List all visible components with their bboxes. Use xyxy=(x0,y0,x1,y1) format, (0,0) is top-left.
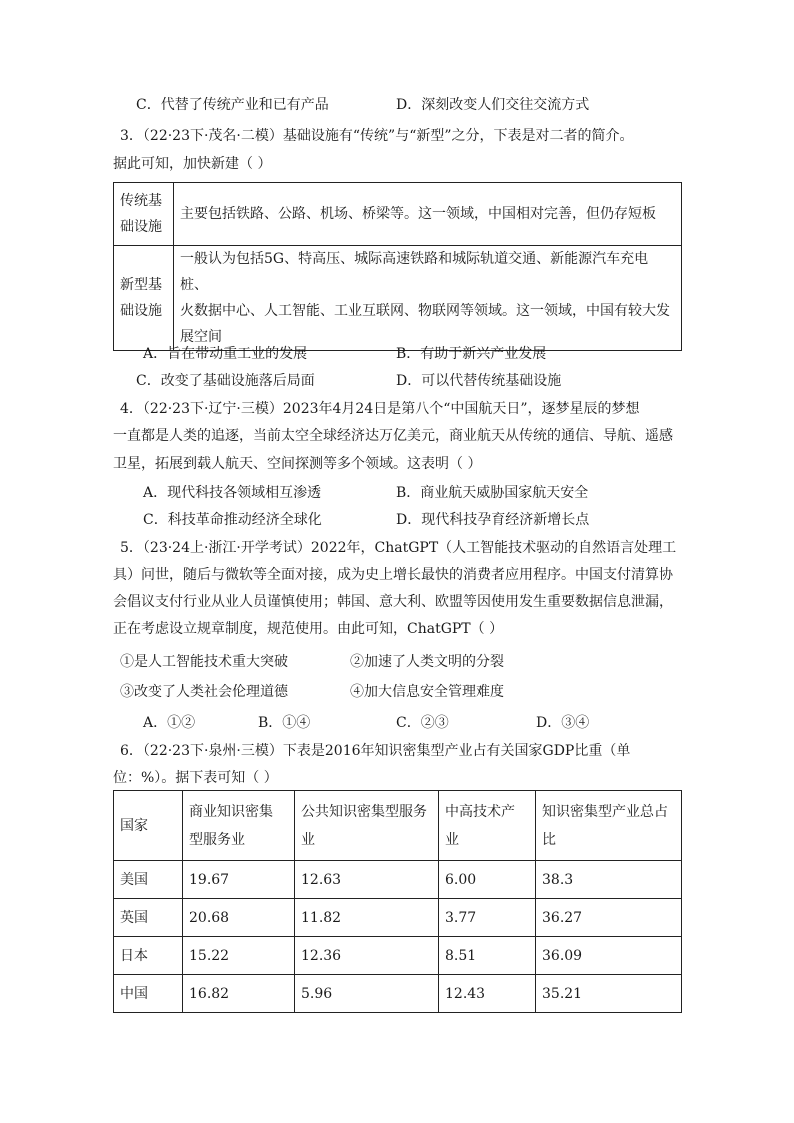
q5-item-4: ④加大信息安全管理难度 xyxy=(350,684,504,700)
table-cell: 20.68 xyxy=(183,899,295,937)
table-cell: 8.51 xyxy=(439,937,536,975)
q6-stem-line1: 6．（22·23下·泉州·三模）下表是2016年知识密集型产业占有关国家GDP比重（单 xyxy=(120,743,631,759)
header-cell xyxy=(183,791,295,861)
cell-text: 础设施 xyxy=(120,303,162,319)
q3-table-body-traditional xyxy=(174,183,682,246)
q4-stem-line1: 4．（22·23下·辽宁·三模）2023年4月24日是第八个“中国航天日”，逐梦星辰的梦想 xyxy=(120,401,640,417)
q5-option-d: D．③④ xyxy=(536,715,590,731)
q3-table xyxy=(113,182,682,351)
cell-text: 知识密集型产业总占 xyxy=(542,803,668,820)
q5-option-c: C．②③ xyxy=(396,715,449,731)
header-cell xyxy=(114,791,183,861)
q5-stem-line4: 正在考虑设立规章制度，规范使用。由此可知，ChatGPT（ ） xyxy=(113,621,504,637)
q3-table-head-new xyxy=(114,246,174,351)
table-row xyxy=(114,861,682,899)
q4-option-c: C．科技革命推动经济全球化 xyxy=(143,512,322,528)
table-cell: 36.27 xyxy=(536,899,682,937)
q4-option-b: B．商业航天威胁国家航天安全 xyxy=(396,485,589,501)
cell-text: 业 xyxy=(301,831,315,848)
cell-text: 中高技术产 xyxy=(445,803,515,820)
table-cell: 美国 xyxy=(114,861,183,899)
q5-item-1: ①是人工智能技术重大突破 xyxy=(120,654,288,670)
header-cell xyxy=(536,791,682,861)
table-cell: 5.96 xyxy=(295,975,439,1013)
cell-text: 传统基 xyxy=(120,193,162,209)
q5-stem-line1: 5．（23·24上·浙江·开学考试）2022年，ChatGPT（人工智能技术驱动的自然语言处理工 xyxy=(120,540,677,556)
cell-text: 一般认为包括5G、特高压、城际高速铁路和城际轨道交通、新能源汽车充电桩、 xyxy=(180,251,649,293)
q5-stem-line2: 具）问世，随后与微软等全面对接，成为史上增长最快的消费者应用程序。中国支付清算协 xyxy=(113,567,673,583)
table-row xyxy=(114,899,682,937)
q5-stem-line3: 会倡议支付行业从业人员谨慎使用；韩国、意大利、欧盟等因使用发生重要数据信息泄漏， xyxy=(113,594,673,610)
q3-table-body-new xyxy=(174,246,682,351)
q3-stem-line2: 据此可知，加快新建（ ） xyxy=(113,156,272,172)
cell-text: 业 xyxy=(445,831,459,848)
cell-text: 主要包括铁路、公路、机场、桥梁等。这一领域，中国相对完善，但仍存短板 xyxy=(180,206,656,222)
q4-option-d: D．现代科技孕育经济新增长点 xyxy=(396,512,590,528)
table-cell: 3.77 xyxy=(439,899,536,937)
table-cell: 12.36 xyxy=(295,937,439,975)
table-cell: 6.00 xyxy=(439,861,536,899)
option-c-prev: C．代替了传统产业和已有产品 xyxy=(136,97,329,113)
q3-table-head-traditional xyxy=(114,183,174,246)
table-row xyxy=(114,937,682,975)
q6-table-header-row xyxy=(114,791,682,861)
cell-text: 公共知识密集型服务 xyxy=(301,803,427,820)
q5-option-b: B．①④ xyxy=(258,715,311,731)
table-cell: 12.63 xyxy=(295,861,439,899)
option-d-prev: D．深刻改变人们交往交流方式 xyxy=(396,97,590,113)
q4-stem-line3: 卫星，拓展到载人航天、空间探测等多个领域。这表明（ ） xyxy=(113,456,482,472)
header-cell xyxy=(439,791,536,861)
q6-stem-line2: 位：%）。据下表可知（ ） xyxy=(113,770,278,786)
cell-text: 国家 xyxy=(120,817,148,834)
cell-text: 展空间 xyxy=(180,329,222,345)
q3-table-row-new xyxy=(114,246,682,351)
cell-text: 商业知识密集 xyxy=(189,803,273,820)
q3-table-row-traditional xyxy=(114,183,682,246)
table-cell: 15.22 xyxy=(183,937,295,975)
cell-text: 火数据中心、人工智能、工业互联网、物联网等领域。这一领域，中国有较大发 xyxy=(180,303,670,319)
q3-option-b: B．有助于新兴产业发展 xyxy=(396,346,547,362)
table-cell: 38.3 xyxy=(536,861,682,899)
cell-text: 新型基 xyxy=(120,277,162,293)
q5-item-2: ②加速了人类文明的分裂 xyxy=(350,654,504,670)
table-cell: 12.43 xyxy=(439,975,536,1013)
q3-stem-line1: 3．（22·23下·茂名·二模）基础设施有“传统”与“新型”之分，下表是对二者的简介。 xyxy=(120,128,634,144)
q3-option-c: C．改变了基础设施落后局面 xyxy=(136,373,315,389)
table-cell: 英国 xyxy=(114,899,183,937)
table-cell: 36.09 xyxy=(536,937,682,975)
q3-option-d: D．可以代替传统基础设施 xyxy=(396,373,562,389)
table-cell: 中国 xyxy=(114,975,183,1013)
table-cell: 19.67 xyxy=(183,861,295,899)
table-row xyxy=(114,975,682,1013)
q4-stem-line2: 一直都是人类的追逐，当前太空全球经济达万亿美元，商业航天从传统的通信、导航、遥感 xyxy=(113,428,673,444)
cell-text: 比 xyxy=(542,831,556,848)
q5-option-a: A．①② xyxy=(143,715,196,731)
cell-text: 型服务业 xyxy=(189,831,245,848)
table-cell: 35.21 xyxy=(536,975,682,1013)
q5-item-3: ③改变了人类社会伦理道德 xyxy=(120,684,288,700)
table-cell: 日本 xyxy=(114,937,183,975)
table-cell: 16.82 xyxy=(183,975,295,1013)
q3-option-a: A．旨在带动重工业的发展 xyxy=(143,346,308,362)
table-cell: 11.82 xyxy=(295,899,439,937)
cell-text: 础设施 xyxy=(120,219,162,235)
q4-option-a: A．现代科技各领域相互渗透 xyxy=(143,485,322,501)
header-cell xyxy=(295,791,439,861)
q6-table xyxy=(113,790,682,1013)
